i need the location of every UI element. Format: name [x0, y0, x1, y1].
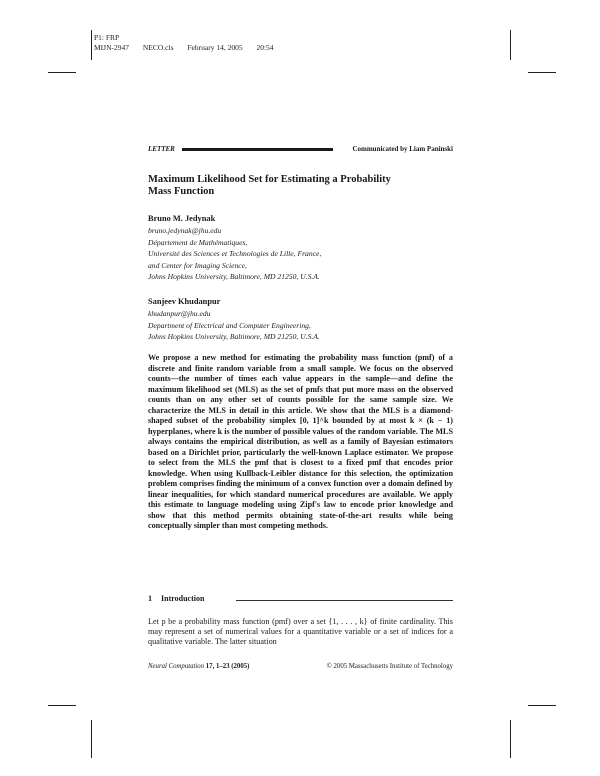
crop-mark [91, 720, 92, 758]
journal-name: Neural Computation [148, 663, 205, 670]
author-block [148, 213, 453, 282]
affiliation-line: Département de Mathématiques, [148, 237, 248, 247]
abstract: We propose a new method for estimating the probability mass function (pmf) of a discrete and finite random variable from a small sample. We focus on the observed counts—the number of times each value appears in the sample—and define the maximum likelihood set (MLS) as the set of pmfs that put more mass on the observed counts than on any other set of counts possible for the same sample size. We characterize the MLS in detail in this article. We show that the MLS is a diamond-shaped subset of the probability simplex [0, 1]^k bounded by at most k × (k − 1) hyperplanes, where k is the number of possible values of the random variable. The MLS always contains the empirical distribution, as well as a family of Bayesian estimators based on a Dirichlet prior, particularly the well-known Laplace estimator. We propose to select from the MLS the pmf that is closest to a fixed pmf that encodes prior knowledge. When using Kullback-Leibler distance for this selection, the optimization problem comprises finding the minimum of a convex function over a domain defined by linear inequalities, for which standard numerical procedures are available. We apply this estimate to language modeling using Zipf's law to encode prior knowledge and show that this method permits obtaining state-of-the-art results while being conceptually simpler than most competing methods. [148, 353, 453, 530]
crop-mark [510, 30, 511, 60]
section-heading [148, 594, 453, 606]
article-title [148, 174, 453, 198]
section-number: 1 [148, 594, 152, 603]
section-title: Introduction [161, 594, 205, 603]
affiliation-line: Department of Electrical and Computer Engineering, [148, 320, 311, 330]
affiliation-line: Université des Sciences et Technologies de Lille, France, [148, 249, 322, 259]
section-rule [236, 600, 453, 601]
crop-mark [528, 705, 556, 706]
author-block [148, 296, 453, 343]
title-line: Mass Function [148, 186, 215, 197]
print-date: February 14, 2005 [187, 43, 243, 52]
crop-mark [48, 72, 76, 73]
communicated-by: Communicated by Liam Paninski [352, 145, 453, 153]
journal-citation [148, 663, 249, 670]
intro-paragraph: Let p be a probability mass function (pmf) over a set {1, . . . , k} of finite cardinality. This may represent a set of numerical values for a quantitative variable or a set of indices for a qualitative variable. The latter situation [148, 617, 453, 647]
author-email: bruno.jedynak@jhu.edu [148, 226, 222, 236]
article-type-rule [182, 148, 333, 151]
crop-mark [48, 705, 76, 706]
job-id: MIJN-2947 [94, 43, 129, 52]
copyright: © 2005 Massachusetts Institute of Technology [326, 663, 453, 670]
print-header-line1: P1: FRP [94, 33, 120, 42]
volume-pages: 17, 1–23 (2005) [205, 663, 250, 670]
article-type-bar [148, 145, 453, 155]
author-name: Bruno M. Jedynak [148, 214, 216, 223]
author-name: Sanjeev Khudanpur [148, 297, 221, 306]
print-time: 20:54 [256, 43, 274, 52]
crop-mark [91, 30, 92, 60]
affiliation-line: Johns Hopkins University, Baltimore, MD 21250, U.S.A. [148, 332, 320, 342]
affiliation-line: and Center for Imaging Science, [148, 260, 247, 270]
affiliation-line: Johns Hopkins University, Baltimore, MD 21250, U.S.A. [148, 272, 320, 282]
print-header [94, 33, 286, 53]
crop-mark [528, 72, 556, 73]
title-line: Maximum Likelihood Set for Estimating a Probability [148, 174, 391, 185]
author-email: khudanpur@jhu.edu [148, 309, 211, 319]
crop-mark [510, 720, 511, 758]
print-header-line2 [94, 43, 286, 53]
class-file: NECO.cls [142, 43, 174, 52]
article-type-label: LETTER [148, 145, 175, 153]
